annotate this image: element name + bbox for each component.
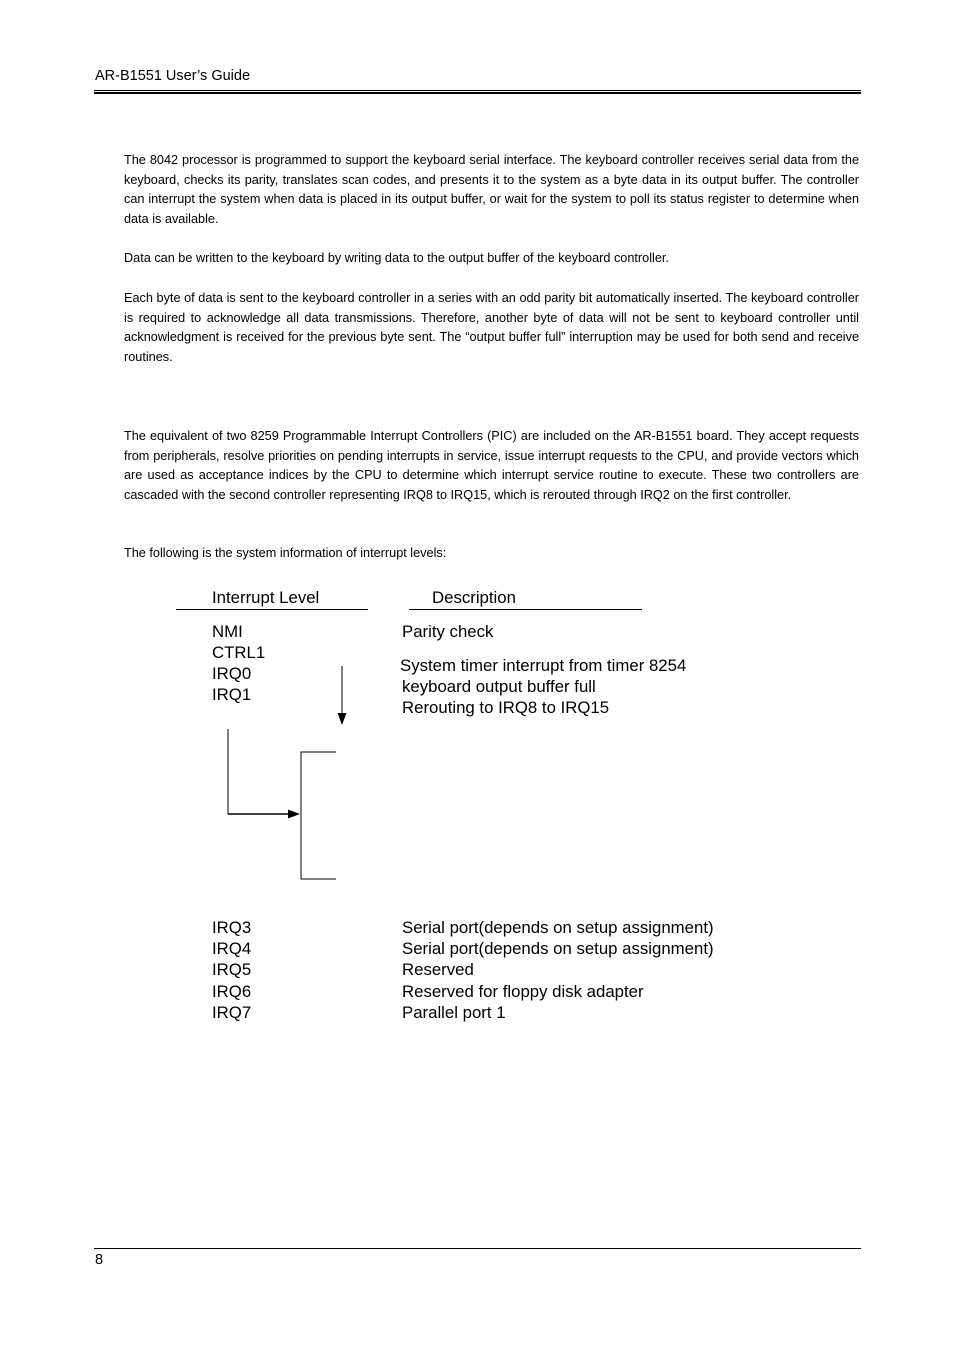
- level-irq0: IRQ0: [212, 664, 252, 683]
- level-irq5: IRQ5: [212, 960, 252, 979]
- table-header-description: Description: [432, 588, 516, 607]
- description-irq5: Reserved: [402, 960, 474, 979]
- description-irq7: Parallel port 1: [402, 1003, 506, 1022]
- description-irq6: Reserved for floppy disk adapter: [402, 982, 644, 1001]
- level-irq6: IRQ6: [212, 982, 252, 1001]
- description-rerouting: Rerouting to IRQ8 to IRQ15: [402, 698, 610, 717]
- table-header-description-underline: [409, 609, 642, 610]
- header-rule: [94, 90, 861, 94]
- description-irq1: keyboard output buffer full: [402, 677, 596, 696]
- level-nmi: NMI: [212, 622, 243, 641]
- level-irq7: IRQ7: [212, 1003, 252, 1022]
- interrupt-paragraph-2: The following is the system information of interrupt levels:: [124, 546, 447, 560]
- description-irq4: Serial port(depends on setup assignment): [402, 939, 714, 958]
- description-irq0: System timer interrupt from timer 8254: [400, 656, 687, 675]
- down-arrow-head: [338, 713, 347, 725]
- cascade-bracket: [301, 752, 336, 879]
- interrupt-paragraph-1: The equivalent of two 8259 Programmable Interrupt Controllers (PIC) are included on the AR-B1551 board. They accept requests from peripherals, resolve priorities on pending interrupts in service, issue interrupt requests to the CPU, and provide vectors which are used as acceptance indices by the CPU to determine which interrupt service routine to execute. These two controllers are cascaded with the second controller representing IRQ8 to IRQ15, which is rerouted through IRQ2 on the first controller.: [124, 429, 859, 502]
- page-number: 8: [95, 1252, 104, 1268]
- description-irq3: Serial port(depends on setup assignment): [402, 918, 714, 937]
- table-header-level-underline: [176, 609, 368, 610]
- level-irq1: IRQ1: [212, 685, 252, 704]
- keyboard-paragraph-1: The 8042 processor is programmed to support the keyboard serial interface. The keyboard controller receives serial data from the keyboard, checks its parity, translates scan codes, and presents it to the system as a byte data in its output buffer. The controller can interrupt the system when data is placed in its output buffer, or wait for the system to poll its status register to determine when data is available.: [124, 153, 859, 226]
- level-irq3: IRQ3: [212, 918, 252, 937]
- header-title: AR-B1551 User’s Guide: [95, 68, 251, 84]
- right-arrow-head: [288, 810, 300, 819]
- level-ctrl1: CTRL1: [212, 643, 266, 662]
- table-header-level: Interrupt Level: [212, 588, 320, 607]
- description-nmi: Parity check: [402, 622, 494, 641]
- level-irq4: IRQ4: [212, 939, 252, 958]
- footer-rule: [94, 1248, 861, 1249]
- keyboard-paragraph-2: Data can be written to the keyboard by writing data to the output buffer of the keyboard controller.: [124, 251, 669, 265]
- keyboard-paragraph-3: Each byte of data is sent to the keyboard controller in a series with an odd parity bit automatically inserted. The keyboard controller is required to acknowledge all data transmissions. Therefore, another byte of data will not be sent to keyboard controller until acknowledgment is received for the previous byte sent. The “output buffer full” interruption may be used for both send and receive routines.: [124, 291, 859, 364]
